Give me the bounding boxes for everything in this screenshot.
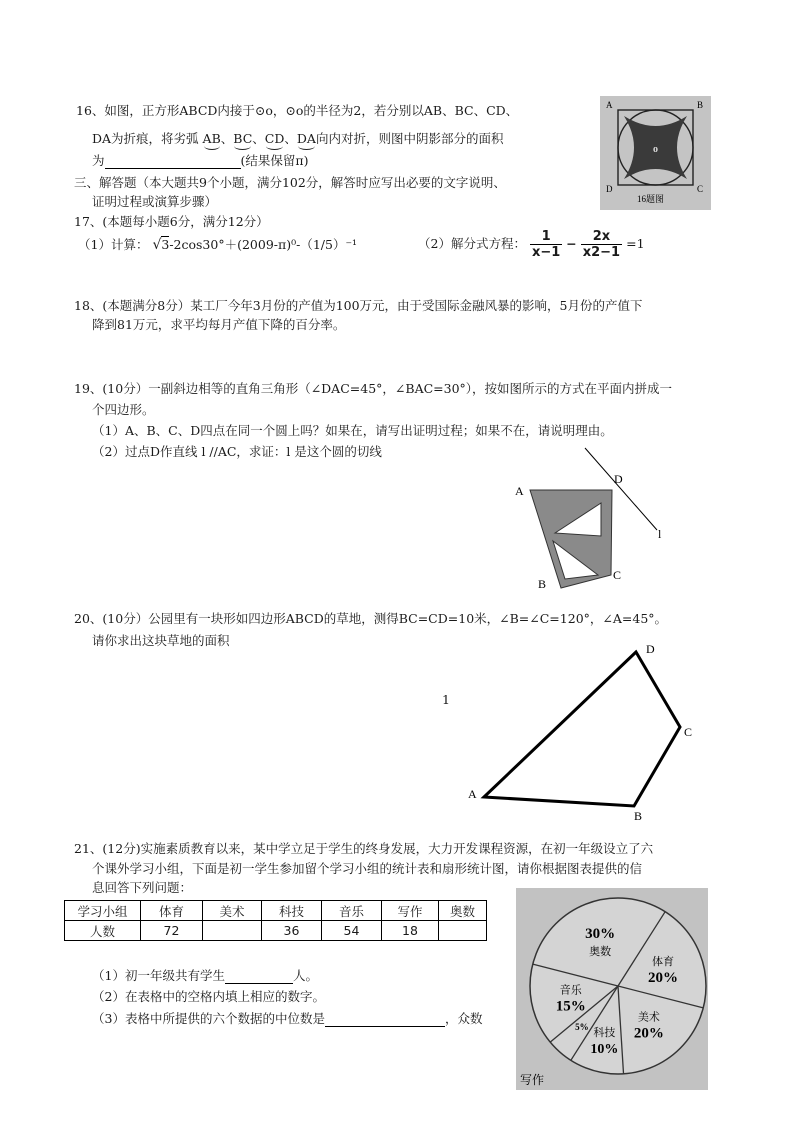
table-cell: 72: [141, 921, 203, 941]
table-header-cell: 体育: [141, 901, 203, 921]
q16-figure-svg: [600, 96, 711, 210]
q21-q1: [92, 968, 318, 984]
fraction-2: [581, 229, 622, 260]
q17-part1-label: （1）计算：: [78, 237, 149, 252]
q21-q3: [92, 1011, 482, 1027]
pie-slice-label: [648, 954, 678, 986]
pie-slice-pct: 5%: [575, 1021, 589, 1032]
q17-part1: [78, 237, 357, 253]
table-row-label: 人数: [65, 921, 141, 941]
section3-line1: 三、解答题（本大题共9个小题，满分102分，解答时应写出必要的文字说明、: [74, 175, 506, 190]
pie-slice-pct: 20%: [633, 1025, 664, 1042]
fraction-1-num: 1: [541, 229, 551, 244]
table-cell: 18: [382, 921, 439, 941]
q20-line2: 请你求出这块草地的面积: [92, 633, 230, 648]
table-cell-blank[interactable]: [439, 921, 487, 941]
q19-figure: [505, 445, 680, 600]
q21-q2: （2）在表格中的空格内填上相应的数字。: [92, 989, 325, 1004]
q17-part1-rest: -2cos30°＋(2009-π)⁰-（1/5）⁻¹: [169, 237, 358, 252]
pie-slice-pct: 20%: [648, 970, 679, 987]
q20-label-b: B: [634, 809, 643, 823]
sep1: 、: [220, 131, 234, 146]
q20-line1: 20、(10分）公园里有一块形如四边形ABCD的草地，测得BC=CD=10米，∠B=∠C=120°，∠A=45°。: [74, 611, 668, 626]
pie-slice-label: [585, 926, 615, 958]
q20-figure: [460, 638, 700, 823]
pie-slice-pct: 30%: [585, 925, 616, 942]
table-header-cell: 科技: [262, 901, 322, 921]
equation-rhs: =1: [626, 236, 645, 251]
pie-slice-label: [556, 983, 586, 1015]
q19-label-c: C: [613, 568, 622, 582]
q21-line1: 21、(12分)实施素质教育以来，某中学立足于学生的终身发展，大力开发课程资源，在初一年级设立了六: [74, 841, 654, 856]
pie-slice-label: [575, 1022, 589, 1032]
table-row: [65, 921, 487, 941]
q21-q1-b: 人。: [292, 968, 318, 983]
q21-q3-median-blank[interactable]: [325, 1013, 445, 1027]
q16-line2-a: DA为折痕，将劣弧: [92, 131, 199, 146]
arc-da: DA: [296, 131, 316, 146]
q16-figure: [600, 96, 711, 210]
q16-label-b: B: [697, 100, 704, 110]
q16-line2-b: 向内对折，则图中阴影部分的面积: [315, 131, 504, 146]
pie-slice-name: 科技: [593, 1026, 616, 1039]
pie-slice-pct: 10%: [590, 1041, 619, 1057]
table-header-cell: 写作: [382, 901, 439, 921]
q16-line3: [92, 153, 309, 169]
q16-answer-blank[interactable]: [105, 155, 241, 169]
q20-label-c: C: [684, 725, 693, 739]
fraction-1: [530, 229, 562, 260]
q17-part2-label: （2）解分式方程：: [418, 236, 526, 251]
table-header-cell: 学习小组: [65, 901, 141, 921]
q16-line3-b: (结果保留π): [240, 153, 309, 168]
table-header-cell: 美术: [203, 901, 262, 921]
pie-outside-label: 写作: [520, 1073, 545, 1087]
q19-line2: 个四边形。: [92, 402, 155, 417]
pie-slice-label: [634, 1009, 664, 1041]
sqrt-sign: √: [152, 237, 162, 253]
q20-stray-mark: 1: [442, 692, 450, 707]
pie-chart-photo: [516, 888, 708, 1090]
q19-label-a: A: [515, 484, 524, 498]
q16-caption: 16题图: [637, 194, 665, 204]
q16-label-c: C: [697, 184, 704, 194]
table-cell: 54: [322, 921, 382, 941]
q21-q1-blank[interactable]: [225, 970, 293, 984]
q16-label-o: o: [653, 144, 658, 155]
fraction-2-num: 2x: [592, 229, 611, 244]
q19-label-l: l: [658, 527, 662, 541]
q19-label-d: D: [614, 472, 623, 486]
fraction-minus: −: [566, 236, 577, 251]
pie-slice-name: 音乐: [559, 984, 582, 997]
table-cell: 36: [262, 921, 322, 941]
q21-line3: 息回答下列问题：: [92, 880, 193, 895]
q21-q3-b: ，众数: [444, 1011, 483, 1026]
q21-q3-a: （3）表格中所提供的六个数据的中位数是: [92, 1011, 325, 1026]
q19-line3: （1）A、B、C、D四点在同一个圆上吗？如果在，请写出证明过程；如果不在，请说明理由。: [92, 423, 613, 438]
fraction-2-den: x2−1: [582, 245, 621, 260]
table-header-cell: 奥数: [439, 901, 487, 921]
sep3: 、: [284, 131, 297, 146]
q16-line2: [92, 131, 503, 147]
pie-slice-pct: 15%: [555, 998, 586, 1015]
arc-ab: AB: [202, 131, 221, 146]
q16-label-d: D: [606, 184, 613, 194]
q17-header: 17、(本题每小题6分，满分12分）: [74, 214, 269, 229]
pie-slice-name: 奥数: [589, 945, 612, 958]
sqrt-radicand: 3: [161, 237, 170, 252]
q19-label-b: B: [538, 577, 547, 591]
section3-line2: 证明过程或演算步骤）: [92, 194, 218, 209]
fraction-1-den: x−1: [531, 245, 561, 260]
q20-label-d: D: [646, 642, 655, 656]
table-header-row: [65, 901, 487, 921]
q18-line1: 18、(本题满分8分）某工厂今年3月份的产值为100万元，由于受国际金融风暴的影响，5月份的产值下: [74, 298, 643, 313]
pie-chart: [516, 888, 708, 1090]
q20-label-a: A: [468, 787, 477, 801]
q21-line2: 个课外学习小组，下面是初一学生参加留个学习小组的统计表和扇形统计图，请你根据图表提供的信: [92, 861, 643, 876]
table-header-cell: 音乐: [322, 901, 382, 921]
q19-line1: 19、(10分）一副斜边相等的直角三角形（∠DAC=45°，∠BAC=30°），按如图所示的方式在平面内拼成一: [74, 381, 673, 396]
q16-label-a: A: [606, 100, 613, 110]
table-cell-blank[interactable]: [203, 921, 262, 941]
q19-line4: （2）过点D作直线 l //AC，求证：l 是这个圆的切线: [92, 444, 382, 459]
quadrilateral-abcd-lawn: [484, 652, 680, 806]
stats-table: [64, 900, 487, 941]
q17-part2: [418, 227, 645, 261]
q16-line1: 16、如图，正方形ABCD内接于⊙o，⊙o的半径为2，若分别以AB、BC、CD、: [76, 103, 519, 118]
sep2: 、: [252, 131, 265, 146]
arc-bc: BC: [233, 131, 253, 146]
arc-cd: CD: [264, 131, 285, 146]
pie-slice-name: 体育: [652, 956, 675, 969]
pie-slice-name: 美术: [637, 1011, 660, 1024]
q18-line2: 降到81万元，求平均每月产值下降的百分率。: [92, 317, 346, 332]
q21-q1-a: （1）初一年级共有学生: [92, 968, 225, 983]
q16-line3-a: 为: [92, 153, 105, 168]
